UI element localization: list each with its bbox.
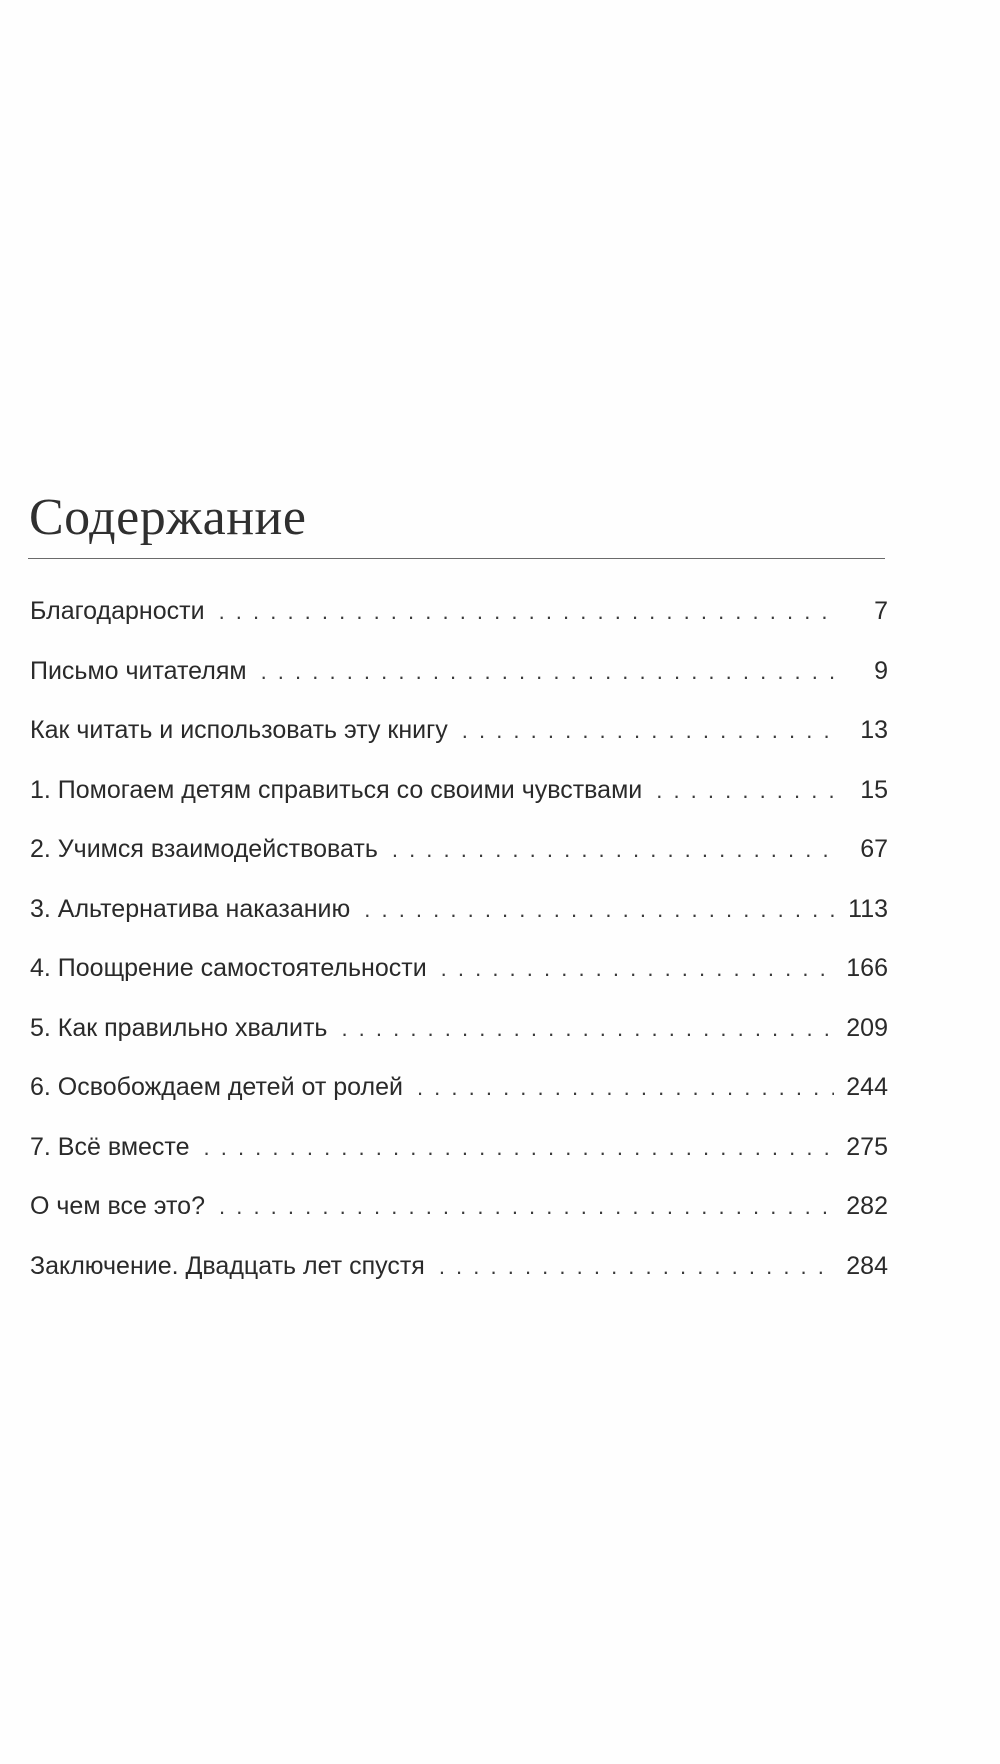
toc-entry-chapter-1 — [30, 773, 888, 833]
dot-leader — [364, 893, 834, 927]
page-title: Содержание — [29, 489, 307, 546]
toc-entry-acknowledgements — [30, 594, 888, 654]
dot-leader — [392, 833, 834, 867]
toc-entry-label: 3. Альтернатива наказанию — [30, 894, 351, 923]
toc-entry-label: 7. Всё вместе — [30, 1132, 190, 1161]
toc-entry-label: Заключение. Двадцать лет спустя — [30, 1251, 425, 1280]
toc-entry-page-number: 15 — [860, 775, 888, 804]
toc-entry-conclusion — [30, 1249, 888, 1309]
toc-entry-chapter-4 — [30, 951, 888, 1011]
toc-entry-label: 6. Освобождаем детей от ролей — [30, 1073, 403, 1101]
dot-leader — [204, 1131, 835, 1165]
table-of-contents — [30, 594, 888, 1308]
toc-entry-chapter-5 — [30, 1011, 888, 1071]
toc-entry-label: Письмо читателям — [30, 656, 247, 685]
dot-leader — [219, 595, 834, 629]
dot-leader — [441, 952, 834, 986]
title-divider — [28, 558, 885, 559]
toc-entry-page-number: 113 — [848, 894, 888, 923]
toc-entry-label: Благодарности — [30, 597, 205, 625]
toc-entry-page-number: 67 — [860, 835, 888, 863]
dot-leader — [261, 655, 834, 689]
dot-leader — [462, 714, 834, 748]
dot-leader — [341, 1012, 834, 1046]
dot-leader — [417, 1071, 834, 1105]
toc-entry-page-number: 244 — [846, 1073, 888, 1101]
toc-entry-label: О чем все это? — [30, 1192, 205, 1220]
toc-entry-page-number: 282 — [846, 1192, 888, 1220]
dot-leader — [439, 1250, 834, 1284]
toc-entry-page-number: 7 — [874, 597, 888, 625]
toc-entry-page-number: 284 — [846, 1251, 888, 1280]
toc-entry-letter-to-readers — [30, 654, 888, 714]
toc-entry-what-is-it-about — [30, 1189, 888, 1249]
toc-entry-page-number: 166 — [846, 954, 888, 982]
toc-entry-label: 2. Учимся взаимодействовать — [30, 835, 378, 863]
toc-entry-label: 5. Как правильно хвалить — [30, 1013, 328, 1042]
toc-entry-chapter-7 — [30, 1130, 888, 1190]
toc-entry-label: Как читать и использовать эту книгу — [30, 716, 448, 744]
dot-leader — [219, 1190, 834, 1224]
toc-entry-chapter-3 — [30, 892, 888, 952]
toc-entry-chapter-6 — [30, 1070, 888, 1130]
toc-entry-label: 1. Помогаем детям справиться со своими чувствами — [30, 775, 643, 804]
toc-entry-page-number: 13 — [860, 716, 888, 744]
toc-entry-page-number: 9 — [874, 656, 888, 685]
dot-leader — [656, 774, 834, 808]
toc-entry-chapter-2 — [30, 832, 888, 892]
toc-entry-label: 4. Поощрение самостоятельности — [30, 954, 427, 982]
toc-entry-how-to-read — [30, 713, 888, 773]
toc-entry-page-number: 275 — [846, 1132, 888, 1161]
toc-entry-page-number: 209 — [846, 1013, 888, 1042]
